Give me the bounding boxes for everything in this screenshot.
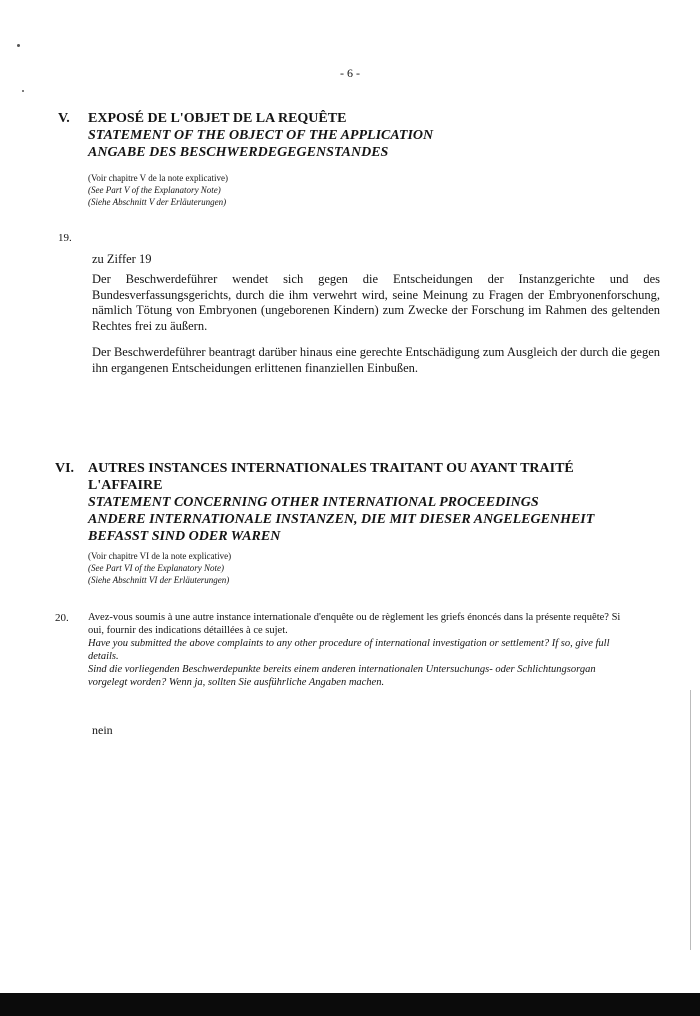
item-19-paragraph-2: Der Beschwerdeführer beantragt darüber hinaus eine gerechte Entschädigung zum Ausgleich der durch die gegen ihn ergangenen Entscheidungen erlittenen finanziellen Einbußen. [92,345,660,375]
section-vi-title [88,460,648,545]
scan-speck [22,90,24,92]
section-v-title-fr: EXPOSÉ DE L'OBJET DE LA REQUÊTE [88,111,347,126]
section-v-number: V. [58,111,70,126]
section-vi-title-fr-line2: L'AFFAIRE [88,478,163,493]
item-20-number: 20. [55,612,69,624]
section-v-note-en: (See Part V of the Explanatory Note) [88,185,221,195]
section-v-title-de: ANGABE DES BESCHWERDEGEGENSTANDES [88,145,389,160]
item-19-heading: zu Ziffer 19 [92,252,152,266]
item-20-question-de: Sind die vorliegenden Beschwerdepunkte bereits einem anderen internationalen Untersuchungs- oder Schlichtungsorgan vorgelegt worden? Wenn ja, sollten Sie ausführliche Angaben machen. [88,664,596,688]
section-vi-note [88,550,488,586]
section-vi-title-de-line1: ANDERE INTERNATIONALE INSTANZEN, DIE MIT DIESER ANGELEGENHEIT [88,512,595,527]
page-number: - 6 - [340,66,360,80]
section-vi-note-en: (See Part VI of the Explanatory Note) [88,563,224,573]
section-v-title-en: STATEMENT OF THE OBJECT OF THE APPLICATION [88,128,434,143]
item-20-answer: nein [92,723,113,737]
scan-bottom-border [0,993,700,1016]
section-v-note-fr: (Voir chapitre V de la note explicative) [88,173,228,183]
item-20-question [88,611,628,689]
section-vi-title-en: STATEMENT CONCERNING OTHER INTERNATIONAL PROCEEDINGS [88,495,539,510]
item-20-question-fr: Avez-vous soumis à une autre instance internationale d'enquête ou de règlement les griefs énoncés dans la présente requête? Si oui, fournir des indications détaillées à ce sujet. [88,612,621,636]
section-vi-note-de: (Siehe Abschnitt VI der Erläuterungen) [88,575,230,585]
section-vi-title-fr-line1: AUTRES INSTANCES INTERNATIONALES TRAITANT OU AYANT TRAITÉ [88,461,574,476]
section-v-note-de: (Siehe Abschnitt V der Erläuterungen) [88,197,227,207]
scan-speck [17,44,20,47]
section-vi-note-fr: (Voir chapitre VI de la note explicative) [88,551,232,561]
section-vi-number: VI. [55,461,75,476]
item-19-number: 19. [58,232,72,244]
scan-edge-line [690,690,691,950]
section-v-title [88,110,648,161]
item-19-paragraph-1: Der Beschwerdeführer wendet sich gegen die Entscheidungen der Instanzgerichte und des Bundesverfassungsgerichts, durch die ihm verwehrt wird, seine Meinung zu Fragen der Embryonenforschung, nämlich Tötung von Embryonen (ungeborenen Kindern) zum Zwecke der Forschung im Rahmen des geltenden Rechtes frei zu äußern. [92,272,660,333]
section-vi-title-de-line2: BEFASST SIND ODER WAREN [88,529,281,544]
item-20-question-en: Have you submitted the above complaints to any other procedure of international investigation or settlement? If so, give full details. [88,638,610,662]
section-v-note [88,172,488,208]
